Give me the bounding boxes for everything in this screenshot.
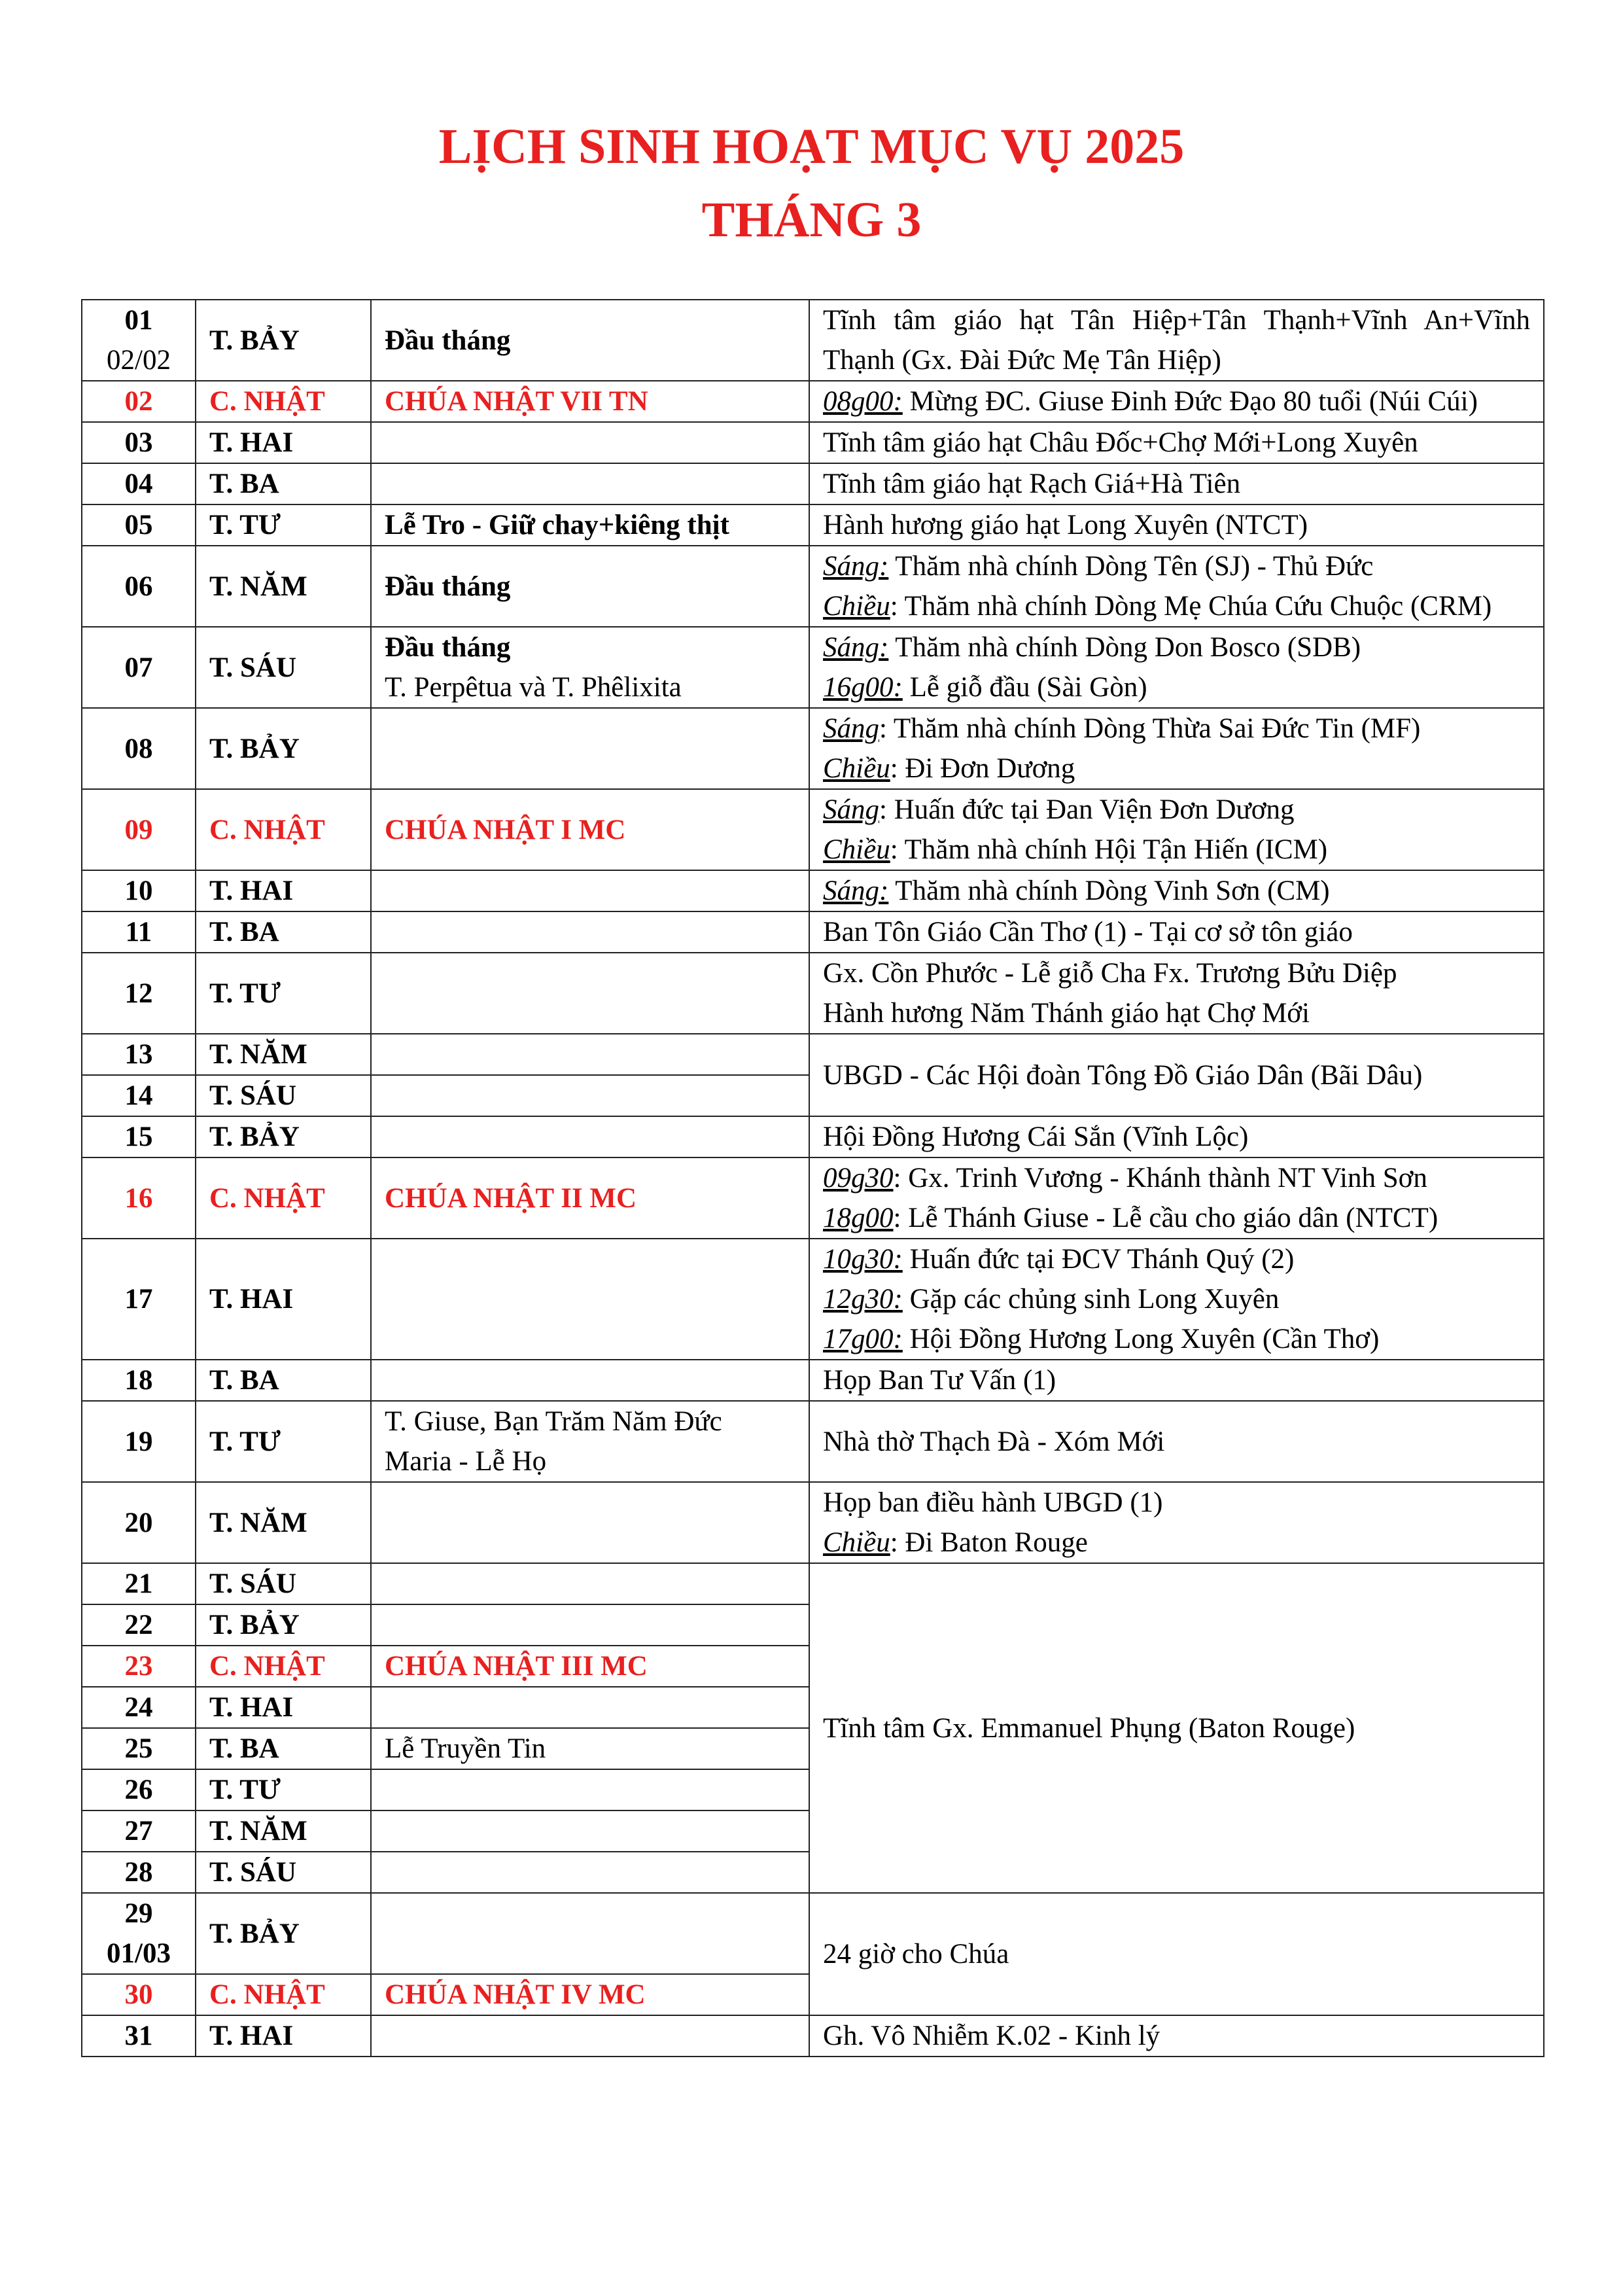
feast-label: CHÚA NHẬT VII TN: [385, 386, 648, 417]
table-row: [82, 953, 1544, 1034]
feast-cell: [371, 911, 809, 953]
weekday-cell: T. BẢY: [196, 708, 371, 789]
day-number: 29: [124, 1898, 153, 1929]
event-cell: [809, 1116, 1544, 1157]
event-line: [823, 667, 1530, 707]
feast-label: CHÚA NHẬT III MC: [385, 1651, 648, 1682]
day-cell: [82, 708, 196, 789]
day-cell: [82, 1810, 196, 1852]
event-cell: [809, 1482, 1544, 1563]
event-text: Họp ban điều hành UBGD (1): [823, 1487, 1163, 1518]
day-cell: [82, 1239, 196, 1360]
event-time-label: 17g00:: [823, 1324, 903, 1354]
table-row: [82, 463, 1544, 504]
event-text: Tĩnh tâm giáo hạt Châu Đốc+Chợ Mới+Long Xuyên: [823, 427, 1418, 458]
event-text: UBGD - Các Hội đoàn Tông Đồ Giáo Dân (Bãi Dâu): [823, 1059, 1423, 1091]
day-cell: [82, 953, 196, 1034]
weekday-cell: T. SÁU: [196, 1075, 371, 1116]
event-line: [823, 1523, 1530, 1563]
event-cell: [809, 1401, 1544, 1482]
event-time-label: Chiều: [823, 753, 890, 784]
weekday-cell: T. BA: [196, 911, 371, 953]
event-cell: [809, 300, 1544, 381]
event-cell: [809, 2015, 1544, 2057]
event-line: [823, 2016, 1530, 2056]
event-cell: [809, 789, 1544, 870]
feast-cell: [371, 1893, 809, 1974]
event-text: : Thăm nhà chính Dòng Mẹ Chúa Cứu Chuộc (CRM): [890, 591, 1492, 622]
event-line: [823, 993, 1530, 1033]
day-cell: [82, 1728, 196, 1769]
table-row: [82, 381, 1544, 422]
table-row: [82, 708, 1544, 789]
event-line: [823, 300, 1530, 380]
event-text: Thăm nhà chính Dòng Tên (SJ) - Thủ Đức: [888, 551, 1374, 582]
feast-label-secondary: T. Perpêtua và T. Phêlixita: [385, 672, 682, 703]
event-text: Nhà thờ Thạch Đà - Xóm Mới: [823, 1426, 1165, 1457]
day-cell: [82, 2015, 196, 2057]
event-cell: [809, 1034, 1544, 1116]
day-number: 26: [124, 1775, 153, 1805]
day-number: 25: [124, 1733, 153, 1764]
day-cell: [82, 1646, 196, 1687]
event-text: Gặp các chủng sinh Long Xuyên: [902, 1284, 1280, 1315]
event-text: Tĩnh tâm giáo hạt Rạch Giá+Hà Tiên: [823, 468, 1241, 499]
day-cell: [82, 300, 196, 381]
weekday-cell: T. BA: [196, 463, 371, 504]
feast-cell: [371, 1401, 809, 1482]
weekday-cell: T. HAI: [196, 1687, 371, 1728]
event-text: 24 giờ cho Chúa: [823, 1939, 1009, 1969]
day-cell: [82, 1563, 196, 1604]
day-number: 04: [124, 468, 153, 499]
table-row: [82, 422, 1544, 463]
day-number: 15: [124, 1122, 153, 1152]
event-line: [823, 464, 1530, 504]
feast-cell: [371, 1482, 809, 1563]
day-number: 05: [124, 510, 153, 540]
event-cell: [809, 381, 1544, 422]
page-subtitle-month: THÁNG 3: [701, 192, 922, 247]
table-row: [82, 870, 1544, 911]
feast-label: Đầu tháng: [385, 571, 511, 602]
event-text: : Lễ Thánh Giuse - Lễ cầu cho giáo dân (NTCT): [893, 1203, 1439, 1233]
weekday-cell: T. HAI: [196, 2015, 371, 2057]
event-line: [823, 381, 1530, 421]
event-line: [823, 1158, 1530, 1198]
event-line: [823, 1934, 1530, 1974]
event-text: Lễ giỗ đầu (Sài Gòn): [902, 672, 1147, 703]
day-cell: [82, 870, 196, 911]
day-number: 16: [124, 1182, 153, 1214]
event-line: [823, 953, 1530, 993]
day-cell: [82, 1769, 196, 1810]
day-number: 07: [124, 652, 153, 683]
feast-cell: [371, 381, 809, 422]
table-row: [82, 1482, 1544, 1563]
day-number: 06: [124, 571, 153, 602]
feast-cell: [371, 1157, 809, 1239]
day-number: 12: [124, 978, 153, 1009]
event-cell: [809, 1563, 1544, 1893]
event-text: Thăm nhà chính Dòng Don Bosco (SDB): [888, 632, 1361, 663]
day-number: 28: [124, 1857, 153, 1888]
day-cell: [82, 789, 196, 870]
feast-cell: [371, 1116, 809, 1157]
event-line: [823, 1279, 1530, 1319]
day-cell: [82, 1034, 196, 1075]
day-cell: [82, 911, 196, 953]
day-cell: [82, 1116, 196, 1157]
table-row: [82, 1360, 1544, 1401]
table-row: [82, 1239, 1544, 1360]
event-line: [823, 1239, 1530, 1279]
event-line: [823, 627, 1530, 667]
feast-cell: [371, 1563, 809, 1604]
day-cell: [82, 422, 196, 463]
event-time-label: Sáng: [823, 794, 879, 825]
weekday-cell: T. TƯ: [196, 1401, 371, 1482]
feast-cell: [371, 789, 809, 870]
event-time-label: Sáng:: [823, 875, 889, 906]
event-line: [823, 505, 1530, 545]
day-cell: [82, 1852, 196, 1893]
day-cell: [82, 1893, 196, 1974]
day-number: 14: [124, 1080, 153, 1111]
event-text: : Thăm nhà chính Dòng Thừa Sai Đức Tin (MF): [879, 713, 1421, 744]
weekday-cell: T. BA: [196, 1360, 371, 1401]
day-number: 01: [124, 305, 153, 336]
table-row: [82, 1401, 1544, 1482]
feast-cell: [371, 1728, 809, 1769]
table-row: [82, 1034, 1544, 1075]
feast-label: Lễ Truyền Tin: [385, 1733, 546, 1764]
event-time-label: 08g00:: [823, 386, 903, 417]
page-title: LỊCH SINH HOẠT MỤC VỤ 2025: [438, 119, 1185, 174]
event-time-label: Sáng: [823, 713, 879, 744]
event-time-label: Sáng:: [823, 551, 889, 582]
feast-cell: [371, 1646, 809, 1687]
weekday-cell: C. NHẬT: [196, 789, 371, 870]
table-row: [82, 1116, 1544, 1157]
event-line: [823, 1708, 1530, 1748]
event-text: Tĩnh tâm Gx. Emmanuel Phụng (Baton Rouge): [823, 1712, 1355, 1744]
feast-cell: [371, 1687, 809, 1728]
day-number: 18: [124, 1365, 153, 1396]
day-cell: [82, 1075, 196, 1116]
day-number: 17: [124, 1284, 153, 1315]
feast-cell: [371, 870, 809, 911]
event-cell: [809, 1157, 1544, 1239]
event-line: [823, 586, 1530, 626]
event-text: : Đi Đơn Dương: [890, 753, 1075, 784]
event-line: [823, 1360, 1530, 1400]
event-line: [823, 1055, 1530, 1095]
day-number: 19: [124, 1426, 153, 1457]
event-line: [823, 1117, 1530, 1157]
weekday-cell: T. NĂM: [196, 546, 371, 627]
event-line: [823, 749, 1530, 788]
event-text: Gh. Vô Nhiễm K.02 - Kinh lý: [823, 2021, 1161, 2051]
day-cell: [82, 463, 196, 504]
event-time-label: Chiều: [823, 591, 890, 622]
event-time-label: Chiều: [823, 1527, 890, 1558]
feast-cell: [371, 1034, 809, 1075]
day-number: 30: [124, 1979, 153, 2010]
day-number: 27: [124, 1816, 153, 1846]
event-cell: [809, 953, 1544, 1034]
event-line: [823, 790, 1530, 830]
event-line: [823, 912, 1530, 952]
day-number: 31: [124, 2021, 153, 2051]
event-time-label: Sáng:: [823, 632, 889, 663]
table-row: [82, 1157, 1544, 1239]
event-cell: [809, 708, 1544, 789]
day-secondary: 01/03: [107, 1938, 171, 1969]
event-cell: [809, 1893, 1544, 2015]
table-row: [82, 789, 1544, 870]
table-row: [82, 1893, 1544, 1974]
feast-cell: [371, 1075, 809, 1116]
feast-label: T. Giuse, Bạn Trăm Năm Đức Maria - Lễ Họ: [385, 1406, 722, 1477]
event-time-label: 12g30:: [823, 1284, 903, 1315]
weekday-cell: T. SÁU: [196, 1563, 371, 1604]
event-text: Hành hương Năm Thánh giáo hạt Chợ Mới: [823, 998, 1310, 1029]
table-row: [82, 2015, 1544, 2057]
event-cell: [809, 504, 1544, 546]
feast-cell: [371, 546, 809, 627]
event-line: [823, 871, 1530, 911]
table-row: [82, 911, 1544, 953]
event-line: [823, 1198, 1530, 1238]
event-time-label: 16g00:: [823, 672, 903, 703]
feast-cell: [371, 463, 809, 504]
event-text: Hội Đồng Hương Long Xuyên (Cần Thơ): [902, 1324, 1380, 1354]
event-line: [823, 830, 1530, 870]
feast-cell: [371, 1604, 809, 1646]
day-secondary: 02/02: [107, 345, 171, 376]
weekday-cell: T. HAI: [196, 422, 371, 463]
event-text: : Thăm nhà chính Hội Tận Hiến (ICM): [890, 834, 1328, 865]
event-time-label: Chiều: [823, 834, 890, 865]
event-time-label: 18g00: [823, 1203, 894, 1233]
event-cell: [809, 627, 1544, 708]
table-row: [82, 1563, 1544, 1604]
day-cell: [82, 1157, 196, 1239]
weekday-cell: T. BẢY: [196, 300, 371, 381]
day-number: 03: [124, 427, 153, 458]
event-line: [823, 1483, 1530, 1523]
feast-label: Đầu tháng: [385, 325, 511, 356]
event-cell: [809, 911, 1544, 953]
event-text: : Gx. Trinh Vương - Khánh thành NT Vinh Sơn: [893, 1163, 1427, 1193]
event-cell: [809, 546, 1544, 627]
event-text: Họp Ban Tư Vấn (1): [823, 1365, 1056, 1396]
event-text: Gx. Cồn Phước - Lễ giỗ Cha Fx. Trương Bửu Diệp: [823, 958, 1397, 989]
day-number: 13: [124, 1039, 153, 1070]
weekday-cell: T. TƯ: [196, 504, 371, 546]
day-number: 02: [124, 386, 153, 417]
feast-cell: [371, 300, 809, 381]
day-cell: [82, 381, 196, 422]
day-cell: [82, 1974, 196, 2015]
weekday-cell: T. SÁU: [196, 1852, 371, 1893]
feast-cell: [371, 504, 809, 546]
feast-label: CHÚA NHẬT I MC: [385, 814, 626, 845]
feast-label: CHÚA NHẬT II MC: [385, 1182, 637, 1214]
day-cell: [82, 1401, 196, 1482]
event-text: : Đi Baton Rouge: [890, 1527, 1088, 1558]
weekday-cell: T. NĂM: [196, 1810, 371, 1852]
day-number: 08: [124, 733, 153, 764]
feast-cell: [371, 1810, 809, 1852]
day-cell: [82, 1604, 196, 1646]
event-text: Hội Đồng Hương Cái Sắn (Vĩnh Lộc): [823, 1122, 1249, 1152]
feast-cell: [371, 1852, 809, 1893]
table-row: [82, 504, 1544, 546]
feast-cell: [371, 2015, 809, 2057]
feast-cell: [371, 627, 809, 708]
event-text: Ban Tôn Giáo Cần Thơ (1) - Tại cơ sở tôn giáo: [823, 917, 1353, 947]
day-number: 10: [124, 875, 153, 906]
day-cell: [82, 1687, 196, 1728]
day-cell: [82, 627, 196, 708]
day-number: 24: [124, 1692, 153, 1723]
schedule-table: [81, 299, 1544, 2057]
feast-cell: [371, 1769, 809, 1810]
weekday-cell: C. NHẬT: [196, 1646, 371, 1687]
weekday-cell: T. TƯ: [196, 1769, 371, 1810]
event-cell: [809, 1360, 1544, 1401]
table-row: [82, 546, 1544, 627]
schedule-body: [82, 300, 1544, 2057]
feast-label: Đầu tháng: [385, 632, 511, 663]
day-number: 09: [124, 814, 153, 845]
feast-label: Lễ Tro - Giữ chay+kiêng thịt: [385, 510, 729, 540]
event-text: Thăm nhà chính Dòng Vinh Sơn (CM): [888, 875, 1330, 906]
weekday-cell: T. SÁU: [196, 627, 371, 708]
day-cell: [82, 1482, 196, 1563]
event-line: [823, 423, 1530, 463]
weekday-cell: T. NĂM: [196, 1034, 371, 1075]
event-time-label: 09g30: [823, 1163, 894, 1193]
event-text: Tĩnh tâm giáo hạt Tân Hiệp+Tân Thạnh+Vĩnh An+Vĩnh Thạnh (Gx. Đài Đức Mẹ Tân Hiệp): [823, 305, 1530, 376]
event-text: Hành hương giáo hạt Long Xuyên (NTCT): [823, 510, 1308, 540]
day-number: 21: [124, 1568, 153, 1599]
weekday-cell: C. NHẬT: [196, 1157, 371, 1239]
feast-cell: [371, 1360, 809, 1401]
feast-cell: [371, 953, 809, 1034]
weekday-cell: C. NHẬT: [196, 1974, 371, 2015]
event-line: [823, 546, 1530, 586]
event-time-label: 10g30:: [823, 1244, 903, 1275]
feast-cell: [371, 422, 809, 463]
feast-label: CHÚA NHẬT IV MC: [385, 1979, 646, 2010]
event-cell: [809, 1239, 1544, 1360]
event-line: [823, 1422, 1530, 1462]
day-number: 20: [124, 1507, 153, 1538]
weekday-cell: T. BẢY: [196, 1116, 371, 1157]
feast-cell: [371, 708, 809, 789]
day-number: 23: [124, 1651, 153, 1682]
day-cell: [82, 1360, 196, 1401]
event-line: [823, 709, 1530, 749]
event-line: [823, 1319, 1530, 1359]
day-cell: [82, 504, 196, 546]
feast-cell: [371, 1974, 809, 2015]
event-text: : Huấn đức tại Đan Viện Đơn Dương: [879, 794, 1295, 825]
table-row: [82, 300, 1544, 381]
event-text: Huấn đức tại ĐCV Thánh Quý (2): [902, 1244, 1295, 1275]
feast-cell: [371, 1239, 809, 1360]
weekday-cell: C. NHẬT: [196, 381, 371, 422]
weekday-cell: T. BẢY: [196, 1893, 371, 1974]
day-number: 11: [125, 917, 152, 947]
day-cell: [82, 546, 196, 627]
event-cell: [809, 870, 1544, 911]
weekday-cell: T. NĂM: [196, 1482, 371, 1563]
weekday-cell: T. TƯ: [196, 953, 371, 1034]
event-cell: [809, 463, 1544, 504]
table-row: [82, 627, 1544, 708]
weekday-cell: T. BA: [196, 1728, 371, 1769]
day-number: 22: [124, 1610, 153, 1640]
weekday-cell: T. HAI: [196, 870, 371, 911]
weekday-cell: T. HAI: [196, 1239, 371, 1360]
weekday-cell: T. BẢY: [196, 1604, 371, 1646]
event-text: Mừng ĐC. Giuse Đinh Đức Đạo 80 tuổi (Núi Cúi): [902, 386, 1478, 417]
event-cell: [809, 422, 1544, 463]
